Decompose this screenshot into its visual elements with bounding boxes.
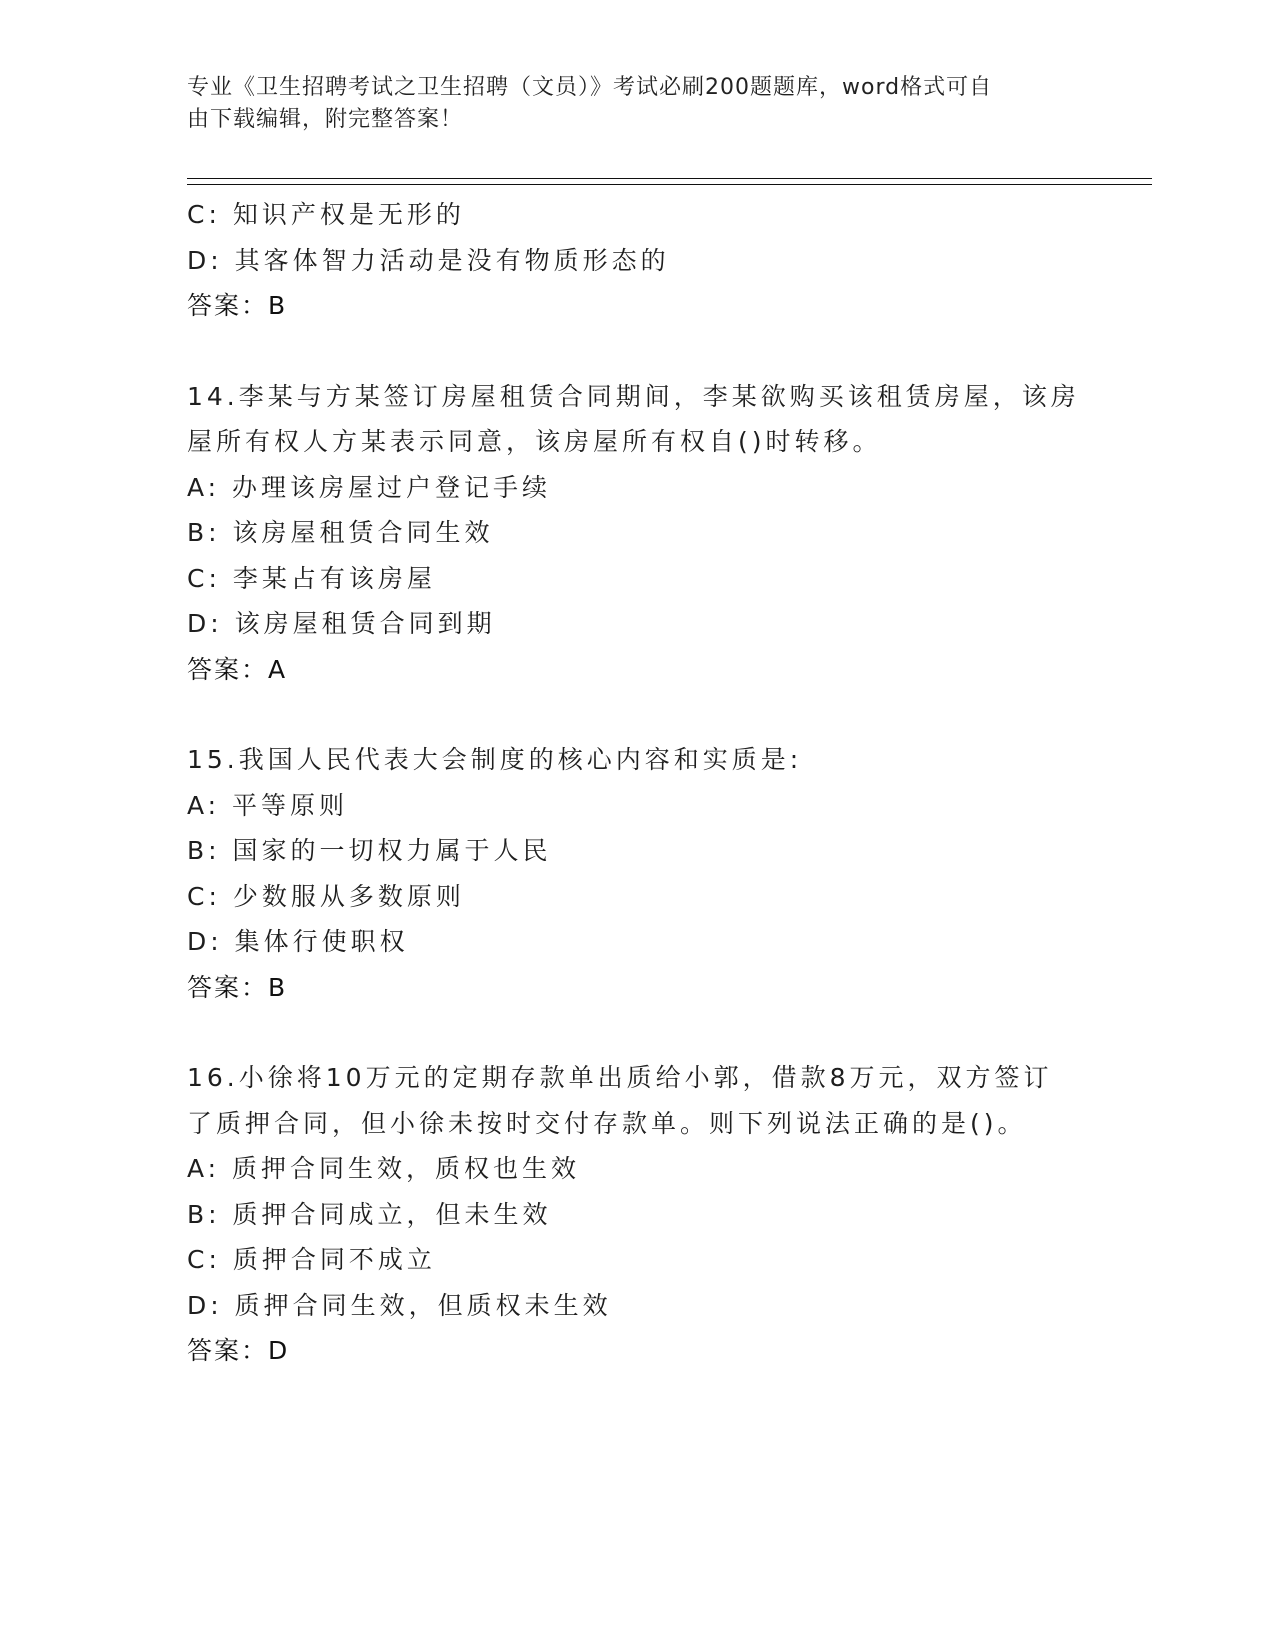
question-stem: 16.小徐将10万元的定期存款单出质给小郭，借款8万元，双方签订	[187, 1063, 1053, 1092]
option-d: D: 质押合同生效，但质权未生效	[187, 1290, 612, 1320]
question-list	[187, 192, 1087, 1374]
answer-line: 答案：D	[187, 1336, 290, 1365]
option-d: D: 该房屋租赁合同到期	[187, 609, 496, 638]
header-line-1: 专业《卫生招聘考试之卫生招聘（文员）》考试必刷200题题库，word格式可自	[187, 75, 993, 100]
question-stem: 屋所有权人方某表示同意，该房屋所有权自()时转移。	[187, 427, 882, 456]
question-stem: 了质押合同，但小徐未按时交付存款单。则下列说法正确的是()。	[187, 1108, 1027, 1138]
question-block-15	[187, 737, 1087, 1010]
spacer	[187, 692, 1087, 737]
option-c: C: 质押合同不成立	[187, 1245, 436, 1274]
option-d: D: 其客体智力活动是没有物质形态的	[187, 245, 670, 275]
question-stem: 15.我国人民代表大会制度的核心内容和实质是:	[187, 745, 803, 774]
spacer	[187, 329, 1087, 374]
option-a: A: 办理该房屋过户登记手续	[187, 472, 552, 502]
question-stem: 14.李某与方某签订房屋租赁合同期间，李某欲购买该租赁房屋，该房	[187, 381, 1080, 411]
answer-line: 答案：A	[187, 654, 288, 684]
option-d: D: 集体行使职权	[187, 927, 409, 956]
option-b: B: 国家的一切权力属于人民	[187, 836, 552, 865]
option-c: C: 李某占有该房屋	[187, 563, 436, 593]
option-c: C: 少数服从多数原则	[187, 881, 465, 911]
option-c: C: 知识产权是无形的	[187, 200, 465, 229]
answer-line: 答案：B	[187, 291, 288, 320]
question-block-16	[187, 1055, 1087, 1374]
option-b: B: 该房屋租赁合同生效	[187, 518, 494, 547]
spacer	[187, 1010, 1087, 1055]
option-a: A: 质押合同生效，质权也生效	[187, 1154, 581, 1183]
answer-line: 答案：B	[187, 972, 288, 1002]
question-block-13	[187, 192, 1087, 329]
header-divider	[187, 178, 1152, 185]
option-b: B: 质押合同成立，但未生效	[187, 1199, 552, 1229]
header-line-2: 由下载编辑，附完整答案！	[187, 107, 464, 132]
option-a: A: 平等原则	[187, 790, 349, 820]
document-header	[187, 72, 1067, 136]
question-block-14	[187, 374, 1087, 693]
